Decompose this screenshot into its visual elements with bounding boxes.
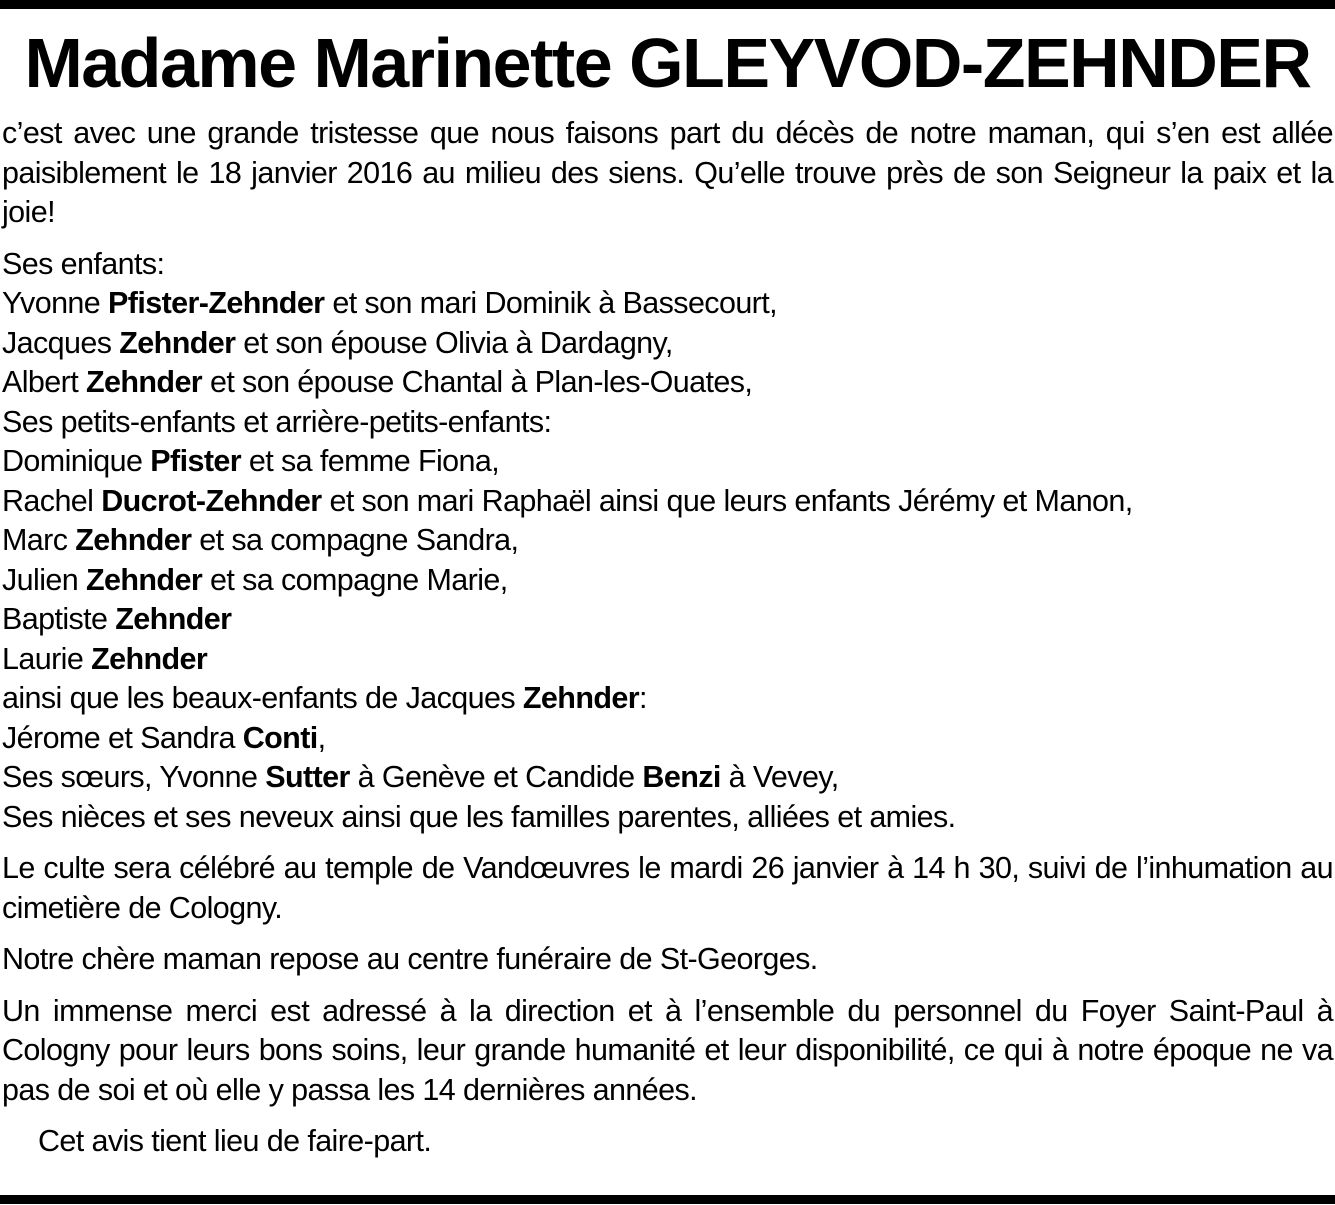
deceased-name-title: Madame Marinette GLEYVOD-ZEHNDER — [24, 24, 1311, 102]
family-line: Ses nièces et ses neveux ainsi que les familles parentes, alliées et amies. — [2, 799, 956, 834]
rest-paragraph: Notre chère maman repose au centre funéraire de St-Georges. — [2, 942, 818, 976]
service-paragraph: Le culte sera célébré au temple de Vandœuvres le mardi 26 janvier à 14 h 30, suivi de l’inhumation au cimetière de Cologny. — [2, 851, 1333, 925]
family-line: Jacques Zehnder et son épouse Olivia à Dardagny, — [2, 325, 673, 360]
family-line: Rachel Ducrot-Zehnder et son mari Raphaël ainsi que leurs enfants Jérémy et Manon, — [2, 483, 1133, 518]
closing-line: Cet avis tient lieu de faire-part. — [38, 1124, 432, 1158]
top-rule — [0, 0, 1335, 9]
family-list — [2, 245, 1333, 838]
family-line: Baptiste Zehnder — [2, 602, 232, 636]
intro-paragraph: c’est avec une grande tristesse que nous faisons part du décès de notre maman, qui s’en est allée paisiblement le 18 janvier 2016 au milieu des siens. Qu’elle trouve près de son Seigneur la paix et la joie! — [2, 116, 1333, 229]
thanks-paragraph: Un immense merci est adressé à la direction et à l’ensemble du personnel du Foyer Saint-Paul à Cologny pour leurs bons soins, leur grande humanité et leur disponibilité, ce qui à notre époque ne va pas de soi et où elle y passa les 14 dernières années. — [2, 993, 1333, 1107]
notice-body — [2, 114, 1333, 1162]
family-line: Yvonne Pfister-Zehnder et son mari Dominik à Bassecourt, — [2, 286, 777, 320]
family-line: Marc Zehnder et sa compagne Sandra, — [2, 523, 519, 557]
family-line: Ses petits-enfants et arrière-petits-enfants: — [2, 404, 552, 439]
family-line: Laurie Zehnder — [2, 641, 208, 676]
bottom-rule — [0, 1195, 1335, 1204]
family-line: Albert Zehnder et son épouse Chantal à Plan-les-Ouates, — [2, 365, 753, 399]
family-line: Ses enfants: — [2, 246, 165, 281]
family-line: Dominique Pfister et sa femme Fiona, — [2, 444, 500, 478]
family-line: ainsi que les beaux-enfants de Jacques Zehnder: — [2, 681, 647, 715]
family-line: Ses sœurs, Yvonne Sutter à Genève et Candide Benzi à Vevey, — [2, 760, 839, 794]
family-line: Julien Zehnder et sa compagne Marie, — [2, 562, 508, 597]
family-line: Jérome et Sandra Conti, — [2, 720, 326, 755]
